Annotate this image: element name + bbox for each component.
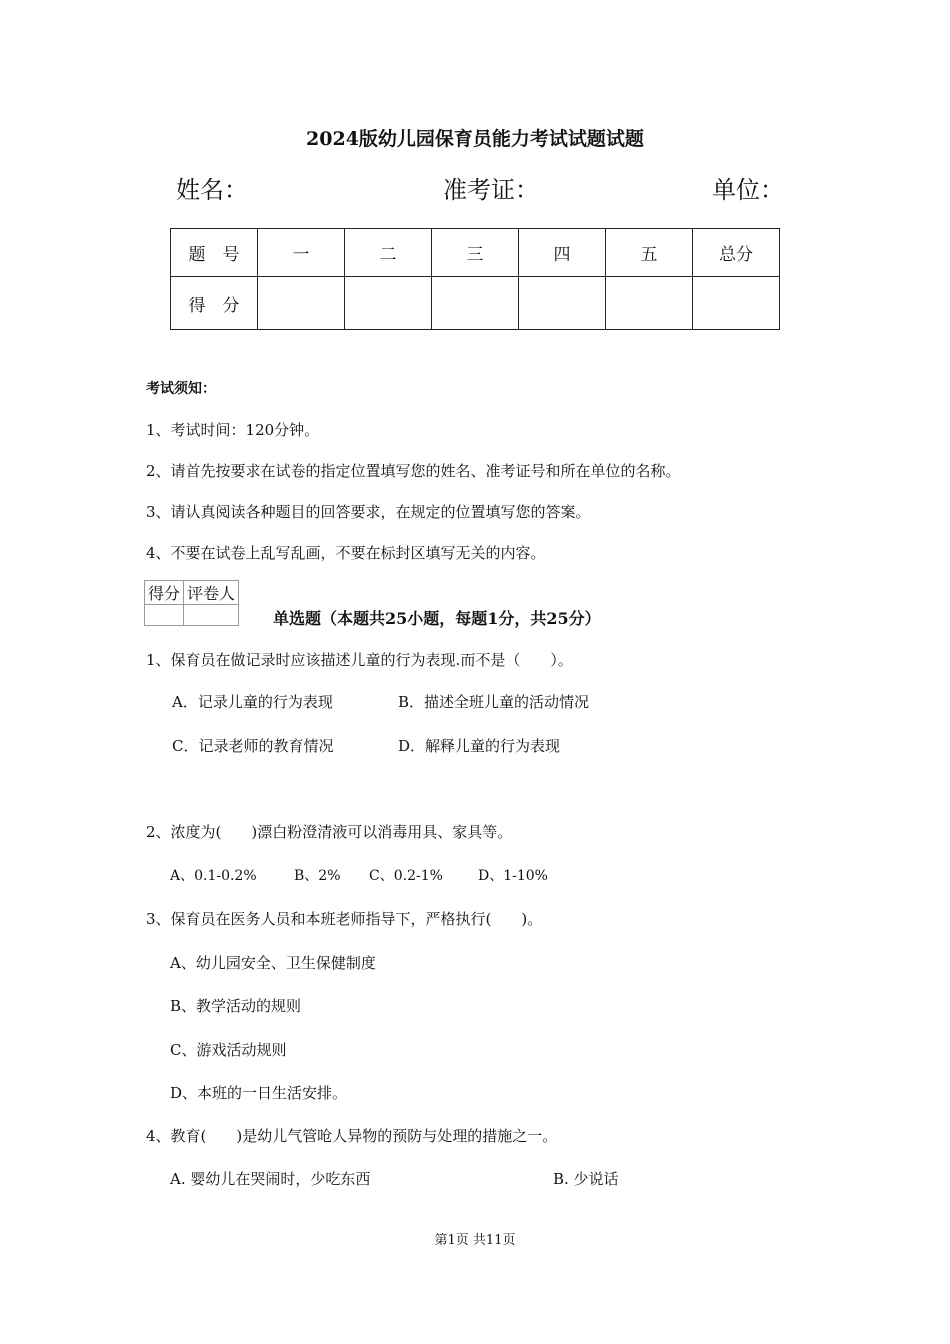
score-table-score-row: [171, 277, 780, 330]
notice-item: 2、请首先按要求在试卷的指定位置填写您的姓名、准考证号和所在单位的名称。: [146, 462, 681, 480]
score-table-header-cell: 一: [258, 229, 345, 277]
unit-label: 单位：: [712, 176, 784, 204]
option-c: C．记录老师的教育情况: [172, 737, 334, 755]
option-a: A．记录儿童的行为表现: [172, 693, 333, 711]
score-row-label: 得 分: [171, 277, 258, 330]
notice-item: 1、考试时间：120分钟。: [146, 421, 320, 439]
notice-item: 3、请认真阅读各种题目的回答要求，在规定的位置填写您的答案。: [146, 503, 591, 521]
score-table-header-cell: 四: [519, 229, 606, 277]
question-stem: 1、保育员在做记录时应该描述儿童的行为表现.而不是（ ）。: [146, 651, 573, 669]
option-d: D．解释儿童的行为表现: [398, 737, 561, 755]
question-stem: 3、保育员在医务人员和本班老师指导下，严格执行( )。: [146, 910, 543, 928]
notice-item: 4、不要在试卷上乱写乱画，不要在标封区填写无关的内容。: [146, 544, 546, 562]
question-stem: 2、浓度为( )漂白粉澄清液可以消毒用具、家具等。: [146, 823, 513, 841]
score-cell[interactable]: [345, 277, 432, 330]
option-a: A、幼儿园安全、卫生保健制度: [170, 954, 376, 972]
score-cell[interactable]: [606, 277, 693, 330]
grader-table-grader-cell[interactable]: [184, 605, 239, 626]
option-b: B. 少说话: [553, 1170, 619, 1188]
score-table-header-cell: 五: [606, 229, 693, 277]
question-stem: 4、教育( )是幼儿气管呛人异物的预防与处理的措施之一。: [146, 1127, 558, 1145]
score-table-header-cell: 三: [432, 229, 519, 277]
score-table-header-cell: 总分: [693, 229, 780, 277]
score-table: [170, 228, 780, 330]
score-table-header-row: [171, 229, 780, 277]
option-b: B、教学活动的规则: [170, 997, 302, 1015]
grader-table-grader-label: 评卷人: [184, 581, 239, 605]
section-title: 单选题（本题共25小题，每题1分，共25分）: [273, 609, 601, 628]
option-c: C、0.2-1%: [369, 868, 443, 884]
score-cell[interactable]: [432, 277, 519, 330]
option-b: B．描述全班儿童的活动情况: [398, 693, 590, 711]
name-label: 姓名：: [176, 176, 248, 204]
grader-table-score-label: 得分: [145, 581, 184, 605]
option-d: D、1-10%: [478, 868, 548, 884]
score-cell[interactable]: [519, 277, 606, 330]
score-table-header-cell: 二: [345, 229, 432, 277]
option-a: A. 婴幼儿在哭闹时，少吃东西: [170, 1170, 371, 1188]
score-cell[interactable]: [258, 277, 345, 330]
exam-id-label: 准考证：: [443, 176, 539, 204]
grader-table-score-cell[interactable]: [145, 605, 184, 626]
option-d: D、本班的一日生活安排。: [170, 1084, 348, 1102]
page-footer: 第1页 共11页: [434, 1233, 516, 1248]
score-cell[interactable]: [693, 277, 780, 330]
notice-heading: 考试须知：: [146, 381, 216, 397]
option-a: A、0.1-0.2%: [170, 868, 257, 884]
option-c: C、游戏活动规则: [170, 1041, 287, 1059]
grader-table: [144, 580, 239, 626]
option-b: B、2%: [294, 868, 341, 884]
score-table-header-cell: 题 号: [171, 229, 258, 277]
page-title: 2024版幼儿园保育员能力考试试题试题: [306, 128, 644, 150]
